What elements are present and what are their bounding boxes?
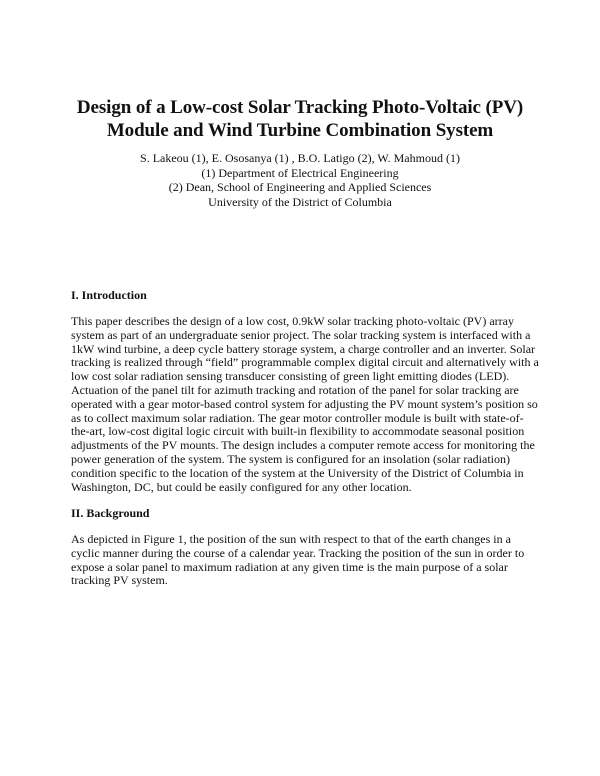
text-line: operated with a gear motor-based control system for adjusting the PV mount system’s position so (71, 396, 538, 411)
text-line: adjustments of the PV mounts. The design includes a computer remote access for monitoring the (71, 438, 535, 453)
text-line: cyclic manner during the course of a calendar year. Tracking the position of the sun in order to (71, 545, 525, 560)
text-line: Actuation of the panel tilt for azimuth tracking and rotation of the panel for solar tracking are (71, 382, 519, 397)
affiliation: (2) Dean, School of Engineering and Applied Sciences (168, 180, 432, 194)
title-line: Design of a Low-cost Solar Tracking Photo-Voltaic (PV) (76, 97, 524, 118)
section-paragraph (71, 314, 539, 494)
text-line: condition specific to the location of the system at the University of the District of Columbia in (71, 465, 524, 480)
affiliation: (1) Department of Electrical Engineering (201, 165, 399, 180)
text-line: the-art, low-cost digital logic circuit with built-in flexibility to accommodate seasonal position (71, 424, 525, 439)
title-line: Module and Wind Turbine Combination System (106, 120, 494, 141)
section-heading: I. Introduction (71, 288, 147, 302)
author-block (60, 151, 540, 209)
text-line: As depicted in Figure 1, the position of the sun with respect to that of the earth changes in a (71, 532, 511, 546)
section-background (71, 506, 531, 588)
section-introduction (71, 288, 539, 494)
section-paragraph (71, 533, 531, 588)
text-line: system as part of an undergraduate senior project. The solar tracking system is interfaced with a (71, 327, 531, 342)
affiliation: University of the District of Columbia (208, 194, 392, 209)
text-line: This paper describes the design of a low cost, 0.9kW solar tracking photo-voltaic (PV) array (71, 314, 514, 328)
paper-title (40, 96, 560, 142)
text-line: tracking is realized through “field” programmable complex digital circuit and alternatively with a (71, 355, 539, 370)
author-list: S. Lakeou (1), E. Ososanya (1) , B.O. Latigo (2), W. Mahmoud (1) (140, 151, 460, 165)
text-line: low cost solar radiation sensing transducer consisting of green light emitting diodes (LED). (71, 369, 510, 384)
section-heading: II. Background (71, 506, 150, 520)
text-line: tracking PV system. (71, 573, 168, 588)
text-line: expose a solar panel to maximum radiation at any given time is the main purpose of a solar (71, 559, 508, 574)
text-line: as to collect maximum solar radiation. The gear motor controller module is built with state-of- (71, 410, 524, 425)
text-line: power generation of the system. The system is configured for an insolation (solar radiation) (71, 451, 510, 466)
text-line: Washington, DC, but could be easily configured for any other location. (71, 479, 412, 494)
text-line: 1kW wind turbine, a deep cycle battery storage system, a charge controller and an inverter. Solar (71, 341, 536, 356)
